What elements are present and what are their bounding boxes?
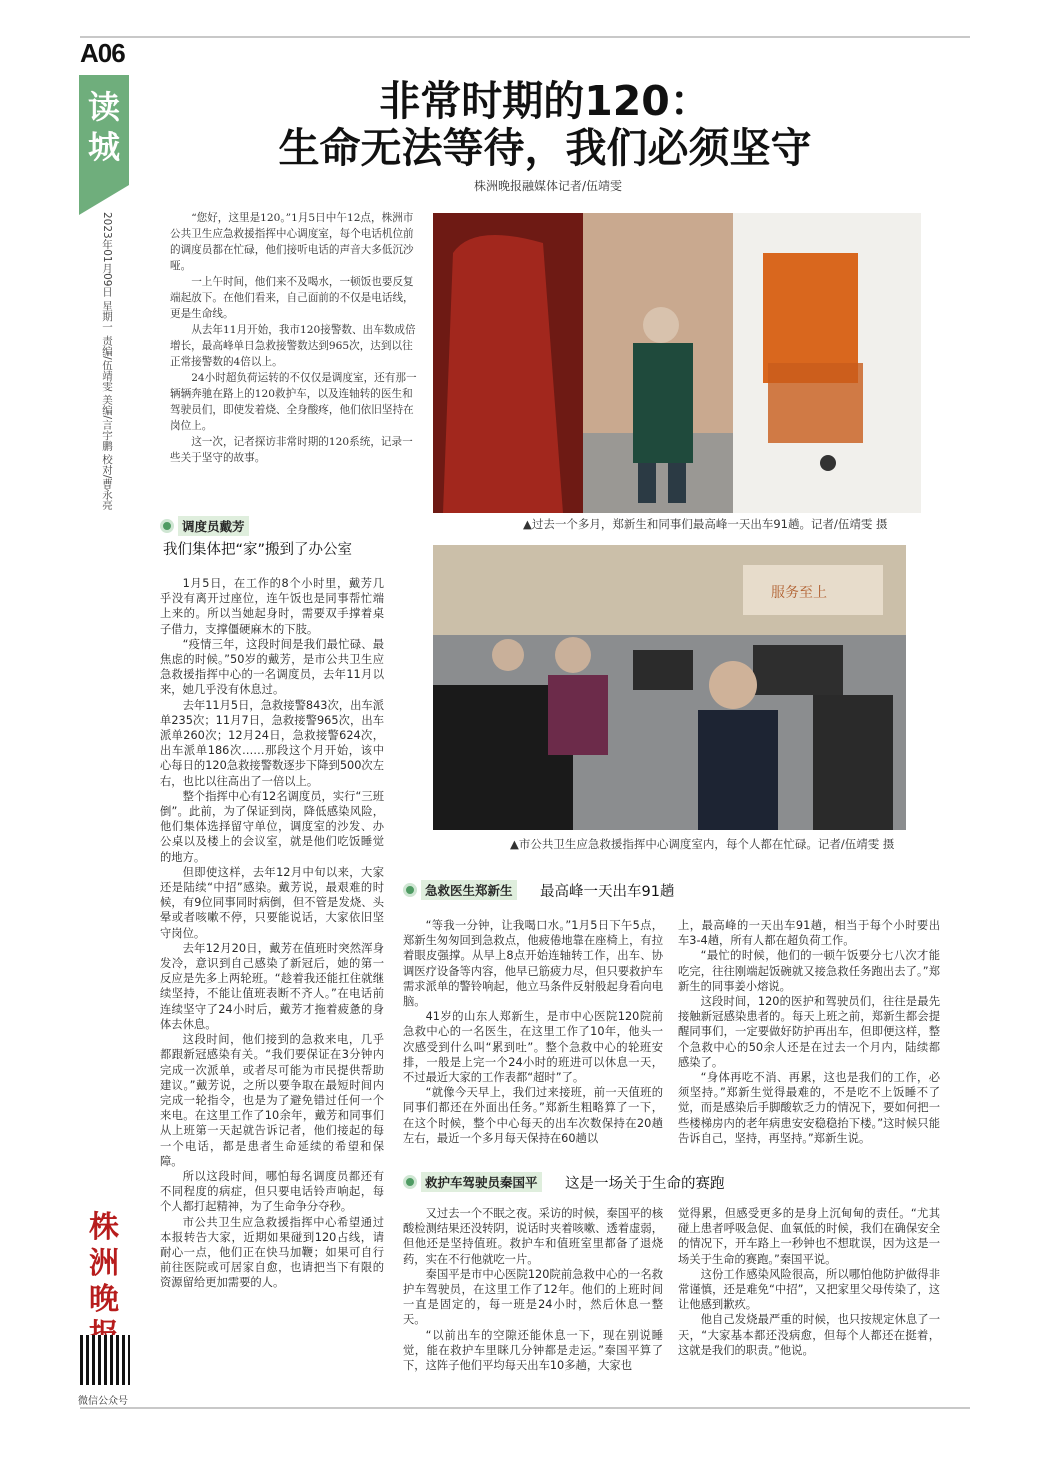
section1-title: 我们集体把“家”搬到了办公室 bbox=[163, 542, 353, 558]
section3-paragraph: 觉得累，但感受更多的是身上沉甸甸的责任。“尤其碰上患者呼吸急促、血氧低的时候，我们在确保安全的情况下，开车路上一秒钟也不想耽误，因为这是一场关于生命的赛跑。”秦国平说。 bbox=[678, 1207, 940, 1266]
section3-tag-label: 救护车驾驶员秦国平 bbox=[421, 1172, 542, 1192]
bullet-icon bbox=[403, 883, 417, 897]
bullet-icon bbox=[160, 519, 174, 533]
lead-paragraph: 一上午时间，他们来不及喝水，一顿饭也要反复端起放下。在他们看来，自己面前的不仅是电话线，更是生命线。 bbox=[170, 276, 414, 320]
lead-paragraph: “您好，这里是120。”1月5日中午12点，株洲市公共卫生应急救援指挥中心调度室，每个电话机位前的调度员都在忙碌，他们接听电话的声音大多低沉沙哑。 bbox=[170, 212, 414, 272]
headline-line1: 非常时期的120： bbox=[379, 77, 711, 125]
section2-title: 最高峰一天出车91趟 bbox=[540, 884, 675, 900]
headline-line2: 生命无法等待，我们必须坚守 bbox=[278, 124, 812, 172]
photo-ambulance bbox=[433, 213, 921, 513]
photo-dispatch-caption: ▲市公共卫生应急救援指挥中心调度室内，每个人都在忙碌。记者/伍靖雯 摄 bbox=[510, 837, 895, 851]
section1-tag-label: 调度员戴芳 bbox=[178, 516, 249, 536]
section3-paragraph: 他自己发烧最严重的时候，也只按规定休息了一天，“大家基本都还没病愈，但每个人都还在挺着，这就是我们的职责。”他说。 bbox=[678, 1313, 940, 1357]
photo-dispatch-room bbox=[433, 545, 906, 830]
lead-paragraph: 从去年11月开始，我市120接警数、出车数成倍增长，最高峰单日急救接警数达到965次，达到以往正常接警数的4倍以上。 bbox=[170, 324, 416, 368]
bullet-icon bbox=[403, 1175, 417, 1189]
section1-tag bbox=[160, 516, 249, 536]
section1-paragraph: 但即使这样，去年12月中旬以来，大家还是陆续“中招”感染。戴芳说，最艰难的时候，有9位同事同时病倒，但不管是发烧、头晕或者咳嗽不停，只要能说话，大家依旧坚守岗位。 bbox=[160, 865, 384, 940]
section3-body-right bbox=[678, 1206, 940, 1358]
bottom-rule bbox=[80, 1407, 970, 1409]
wall-sign-text: 服务至上 bbox=[771, 585, 827, 601]
section1-paragraph: 所以这段时间，哪怕每名调度员都还有不同程度的病症，但只要电话铃声响起，每个人都打起精神，为了生命争分夺秒。 bbox=[160, 1169, 384, 1214]
byline: 株洲晚报融媒体记者/伍靖雯 bbox=[474, 179, 623, 193]
headline bbox=[200, 78, 890, 172]
qr-label: 微信公众号 bbox=[78, 1396, 128, 1407]
masthead-logo: 株洲晚 bbox=[89, 1210, 119, 1317]
qr-code-icon[interactable] bbox=[80, 1335, 130, 1385]
section1-paragraph: 整个指挥中心有12名调度员，实行“三班倒”。此前，为了保证到岗，降低感染风险，他们集体选择留守单位，调度室的沙发、办公桌以及楼上的会议室，就是他们吃饭睡觉的地方。 bbox=[160, 789, 384, 864]
section2-tag bbox=[403, 880, 517, 900]
section2-paragraph: 41岁的山东人郑新生，是市中心医院120院前急救中心的一名医生，在这里工作了10年，他头一次感受到什么叫“累到吐”。整个急救中心的轮班安排，一般是上完一个24小时的班进可以休息一天，不过最近大家的工作表都“超时”了。 bbox=[403, 1010, 663, 1085]
page-number: A06 bbox=[80, 38, 125, 68]
lead-paragraph: 这一次，记者探访非常时期的120系统，记录一些关于坚守的故事。 bbox=[170, 436, 413, 464]
tab-slant-decoration bbox=[79, 185, 129, 215]
section1-paragraph: 1月5日，在工作的8个小时里，戴芳几乎没有离开过座位，连午饭也是同事帮忙端上来的。所以当她起身时，需要双手撑着桌子借力，支撑僵硬麻木的下肢。 bbox=[160, 577, 384, 636]
section1-paragraph: 去年11月5日，急救接警843次，出车派单235次；11月7日，急救接警965次，出车派单260次；12月24日，急救接警624次，出车派单186次……那段这个月开始，该中心每日的120急救接警数逐步下降到500次左右，也比以往高出了一倍以上。 bbox=[160, 698, 384, 788]
section3-paragraph: 秦国平是市中心医院120院前急救中心的一名救护车驾驶员，在这里工作了12年。他们的上班时间一直是固定的，每一班是24小时，然后休息一整天。 bbox=[403, 1267, 663, 1327]
section2-paragraph: 上，最高峰的一天出车91趟，相当于每个小时要出车3-4趟，所有人都在超负荷工作。 bbox=[678, 919, 940, 948]
photo-ambulance-illustration bbox=[433, 213, 921, 513]
section2-paragraph: “就像今天早上，我们过来接班，前一天值班的同事们都还在外面出任务。”郑新生粗略算了一下，在这个时候，整个中心每天的出车次数保持在20趟左右，最近一个多月每天保持在60趟以 bbox=[403, 1086, 663, 1145]
section1-paragraph: 市公共卫生应急救援指挥中心希望通过本报转告大家，近期如果碰到120占线，请耐心一点，他们正在快马加鞭；如果可自行前往医院或可居家自愈，也请把当下有限的资源留给更加需要的人。 bbox=[160, 1215, 384, 1290]
photo-dispatch-illustration bbox=[433, 545, 906, 830]
section2-body-right bbox=[678, 918, 940, 1146]
photo-ambulance-caption: ▲过去一个多月，郑新生和同事们最高峰一天出车91趟。记者/伍靖雯 摄 bbox=[523, 517, 888, 531]
section3-paragraph: 这份工作感染风险很高，所以哪怕他防护做得非常谨慎，还是难免“中招”，又把家里父母传染了，这让他感到歉疚。 bbox=[678, 1267, 940, 1312]
section2-paragraph: “最忙的时候，他们的一顿午饭要分七八次才能吃完，往往刚端起饭碗就又接急救任务跑出去了。”郑新生的同事姜小熔说。 bbox=[678, 949, 940, 993]
section1-paragraph: 这段时间，他们接到的急救来电，几乎都跟新冠感染有关。“我们要保证在3分钟内完成一次派单，或者尽可能为市民提供帮助建议。”戴芳说，之所以要争取在最短时间内完成一轮指令，也是为了避免错过任何一个来电。在这里工作了10余年，戴芳和同事们从上班第一天起就告诉记者，他们接起的每一个电话，都是患者生命延续的希望和保障。 bbox=[160, 1033, 384, 1168]
section2-body-left bbox=[403, 918, 663, 1146]
section1-paragraph: 去年12月20日，戴芳在值班时突然浑身发冷，意识到自己感染了新冠后，她的第一反应是先多上两轮班。“趁着我还能扛住就继续坚持，不能让值班表断不齐人。”在电话前连续坚守了24小时后，戴芳才拖着疲惫的身体去休息。 bbox=[160, 941, 384, 1031]
section3-paragraph: “以前出车的空隙还能休息一下，现在别说睡觉，能在救护车里眯几分钟都是走运。”秦国平算了下，这阵子他们平均每天出车10多趟，大家也 bbox=[403, 1328, 663, 1373]
lead-paragraph: 24小时超负荷运转的不仅仅是调度室，还有那一辆辆奔驰在路上的120救护车，以及连轴转的医生和驾驶员们，即使发着烧、全身酸疼，他们依旧坚持在岗位上。 bbox=[170, 372, 417, 432]
section1-body bbox=[160, 576, 384, 1291]
section-tab bbox=[79, 75, 129, 185]
top-rule bbox=[80, 36, 970, 38]
section3-tag bbox=[403, 1172, 542, 1192]
section2-paragraph: 这段时间，120的医护和驾驶员们，往往是最先接触新冠感染患者的。每天上班之前，郑新生都会提醒同事们，一定要做好防护再出车，但即便这样，整个急救中心的50余人还是在过去一个月内，陆续都感染了。 bbox=[678, 995, 940, 1069]
section2-tag-label: 急救医生郑新生 bbox=[421, 880, 517, 900]
section1-paragraph: “疫情三年，这段时间是我们最忙碌、最焦虑的时候。”50岁的戴芳，是市公共卫生应急救援指挥中心的一名调度员，去年11月以来，她几乎没有休息过。 bbox=[160, 637, 384, 697]
section-label: 读城 bbox=[87, 88, 120, 166]
issue-meta: 2023年01月09日 星期一 责编/伍靖雯 美编/言宇鹏 校对/曹永亮 bbox=[101, 212, 113, 510]
lead-text bbox=[170, 210, 417, 466]
section3-body-left bbox=[403, 1206, 663, 1373]
section3-title: 这是一场关于生命的赛跑 bbox=[565, 1176, 725, 1192]
section2-paragraph: “等我一分钟，让我喝口水。”1月5日下午5点，郑新生匆匆回到急救点，他疲倦地靠在座椅上，有拉着眼皮强撑。从早上8点开始连轴转工作，出车、协调医疗设备等内容，他早已筋疲力尽，但只要救护车需求派单的警铃响起，他立马条件反射般起身看向电脑。 bbox=[403, 919, 663, 1009]
section2-paragraph: “身体再吃不消、再累，这也是我们的工作，必须坚持。”郑新生觉得最难的，不是吃不上饭睡不了觉，而是感染后手脚酸软乏力的情况下，要如何把一些楼梯房内的老年病患安安稳稳抬下楼。”这时候只能告诉自己，坚持，再坚持。”郑新生说。 bbox=[678, 1071, 940, 1145]
section3-paragraph: 又过去一个不眠之夜。采访的时候，秦国平的核酸检测结果还没转阴，说话时夹着咳嗽、透着虚弱，但他还是坚持值班。救护车和值班室里都备了退烧药，实在不行他就吃一片。 bbox=[403, 1207, 663, 1266]
